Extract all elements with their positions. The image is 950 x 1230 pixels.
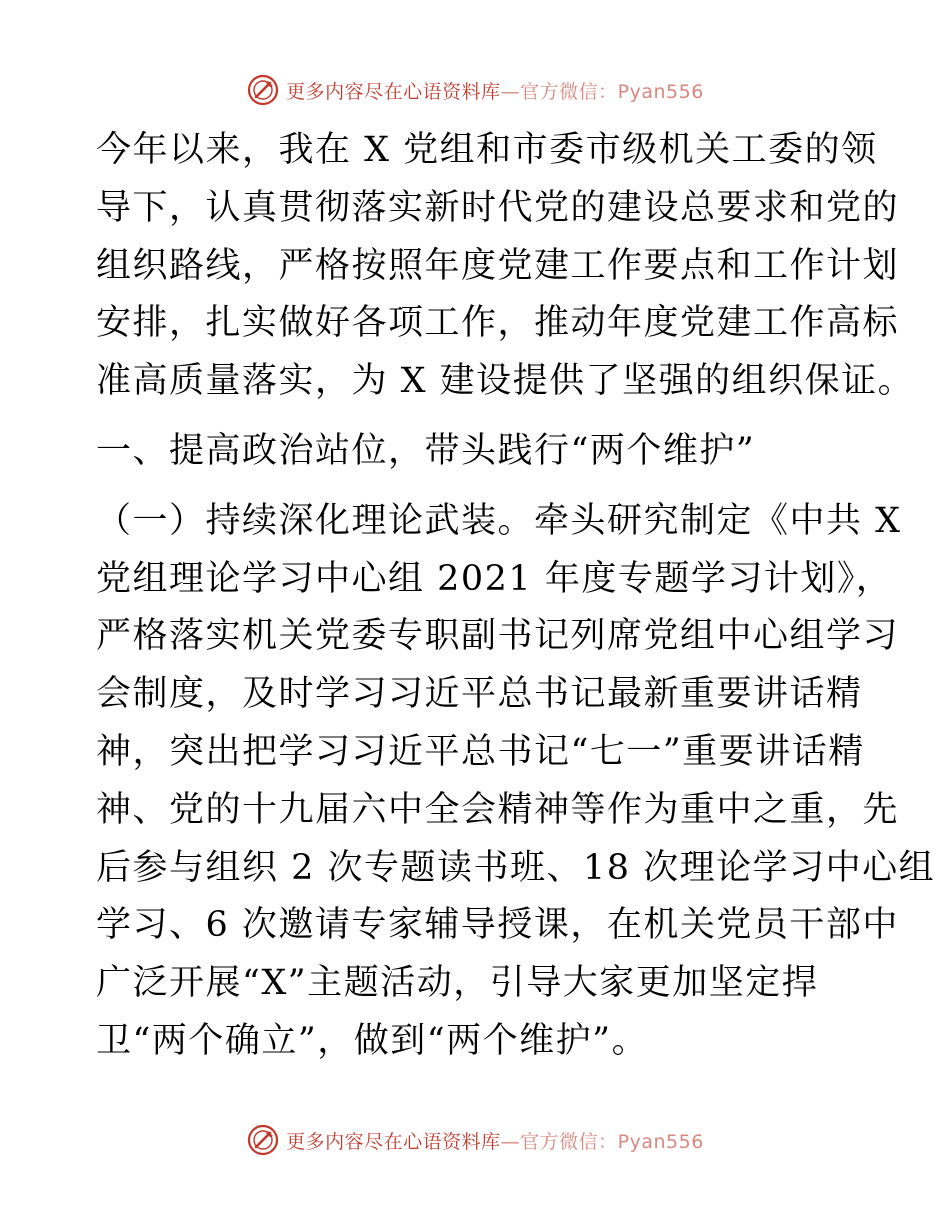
paragraph-line: （一）持续深化理论武装。牵头研究制定《中共 X: [96, 500, 902, 541]
paragraph-line: 广泛开展“X”主题活动，引导大家更加坚定捍: [96, 963, 819, 1004]
header-watermark-banner: [0, 70, 950, 110]
banner-text: 更多内容尽在心语资料库—官方微信：Pyan556: [286, 1130, 704, 1153]
paragraph-line: 党组理论学习中心组 2021 年度专题学习计划》，: [96, 558, 893, 599]
paragraph-line: 学习、6 次邀请专家辅导授课，在机关党员干部中: [96, 905, 899, 946]
paragraph-line: 导下，认真贯彻落实新时代党的建设总要求和党的: [96, 187, 900, 228]
paragraph-line: 准高质量落实，为 X 建设提供了坚强的组织保证。: [96, 361, 915, 402]
paragraph-line: 神，突出把学习习近平总书记“七一”重要讲话精: [96, 731, 865, 772]
footer-watermark-banner: [0, 1120, 950, 1160]
paragraph-line: 后参与组织 2 次专题读书班、18 次理论学习中心组: [96, 847, 936, 888]
paragraph-line: 卫“两个确立”，做到“两个维护”。: [96, 1020, 649, 1061]
paragraph-line: 组织路线，严格按照年度党建工作要点和工作计划: [96, 245, 900, 286]
document-body: [96, 122, 936, 1071]
paragraph-line: 会制度，及时学习习近平总书记最新重要讲话精: [96, 674, 863, 715]
paragraph-line: 今年以来，我在 X 党组和市委市级机关工委的领: [96, 130, 878, 170]
section-heading: 一、提高政治站位，带头践行“两个维护”: [96, 430, 756, 471]
brand-logo-icon: [246, 1123, 280, 1157]
paragraph-line: 安排，扎实做好各项工作，推动年度党建工作高标: [96, 303, 900, 344]
paragraph-line: 神、党的十九届六中全会精神等作为重中之重，先: [96, 789, 900, 830]
banner-text: 更多内容尽在心语资料库—官方微信：Pyan556: [286, 80, 704, 103]
brand-logo-icon: [246, 73, 280, 107]
paragraph-line: 严格落实机关党委专职副书记列席党组中心组学习: [96, 616, 900, 657]
